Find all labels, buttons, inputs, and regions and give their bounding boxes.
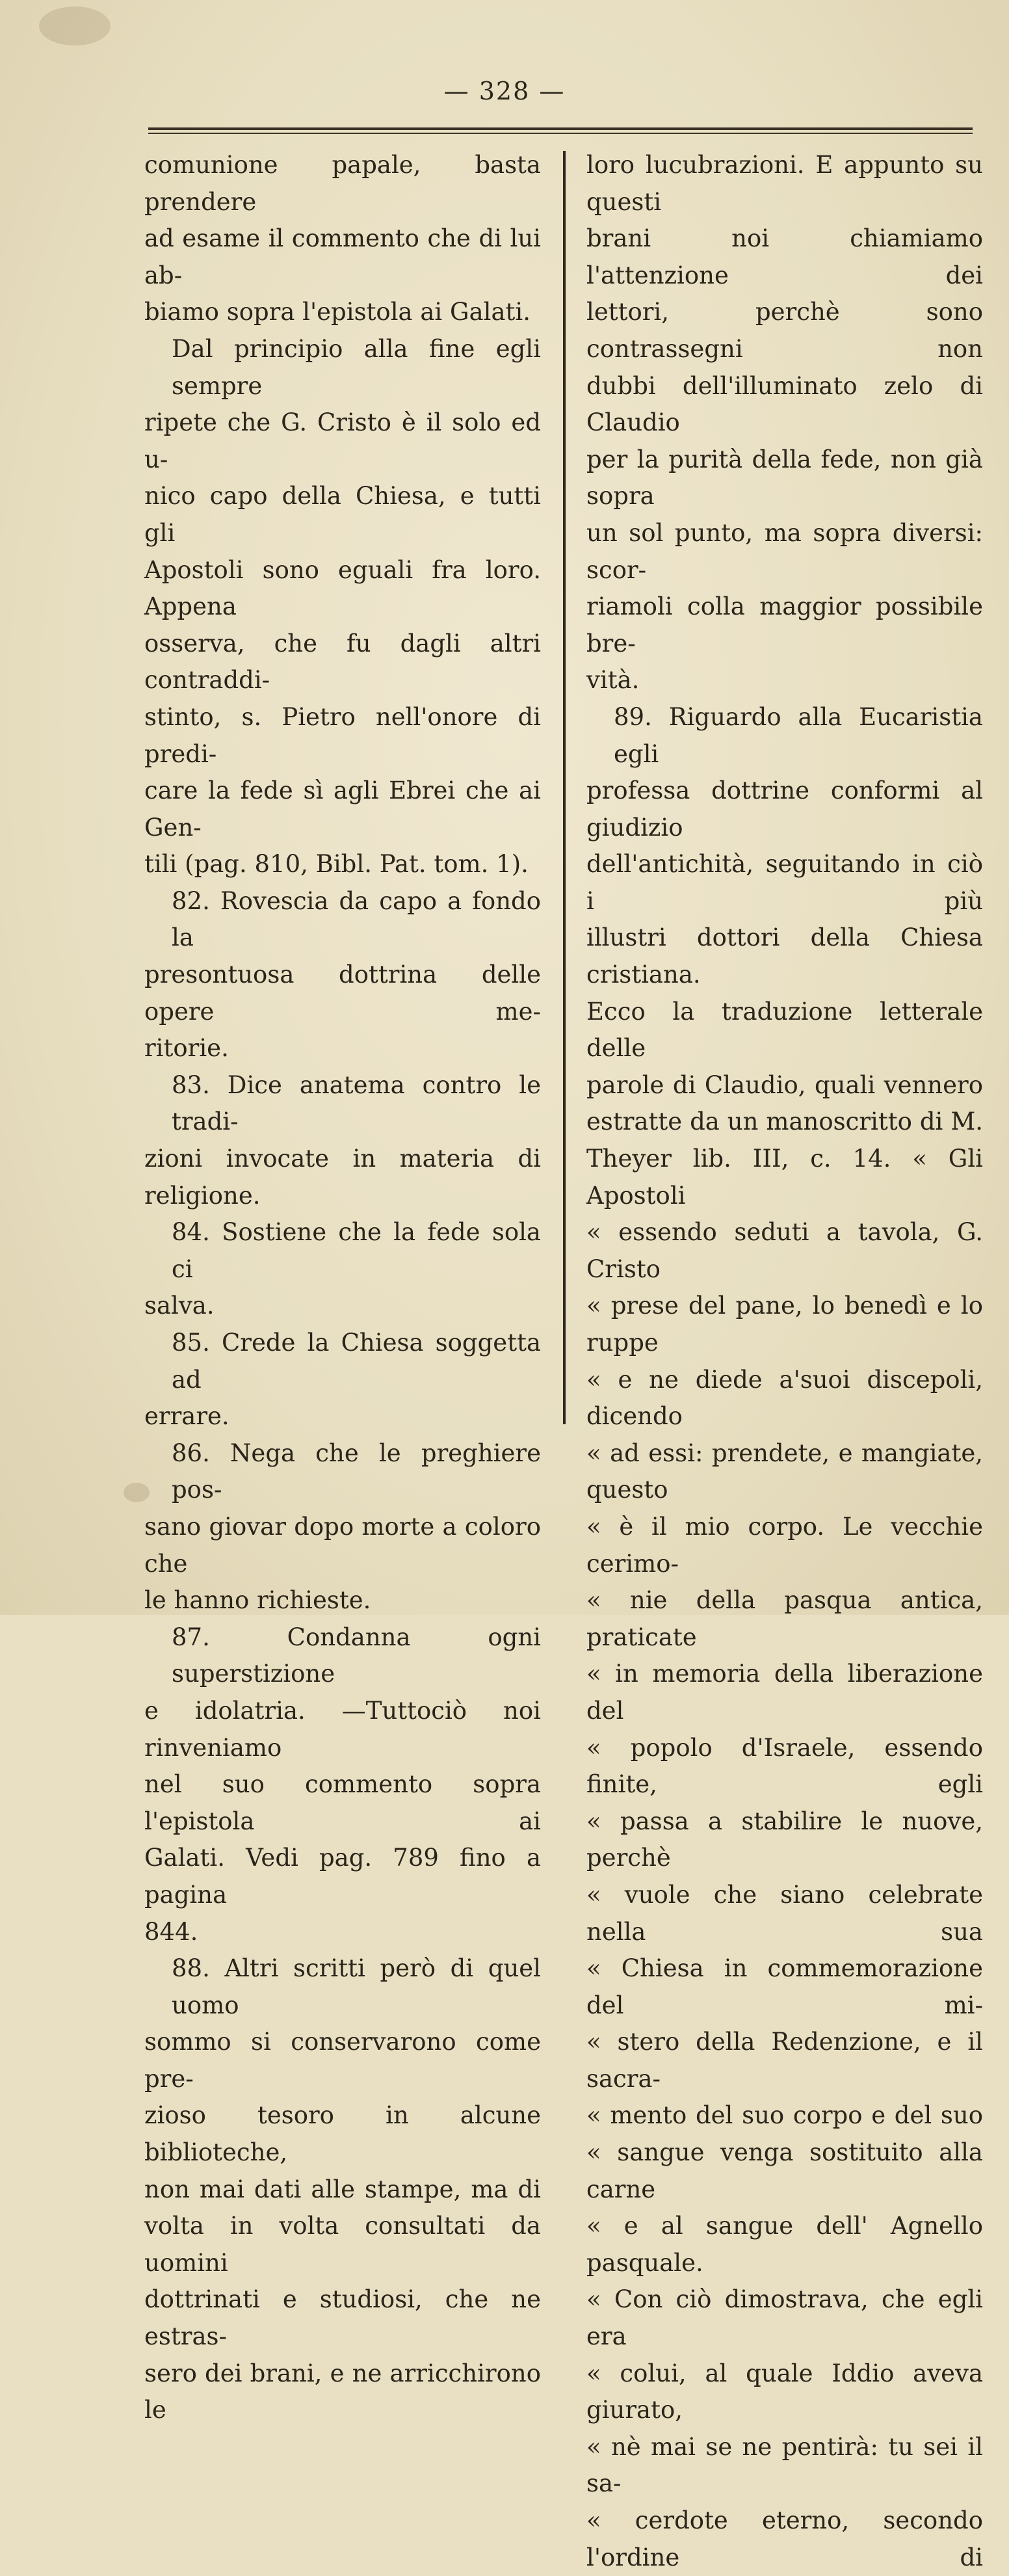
text-line: le hanno richieste.	[144, 1586, 371, 1615]
right-column	[586, 147, 983, 2576]
text-line: Theyer lib. III, c. 14. « Gli Apostoli	[586, 1145, 983, 1210]
text-line: 86. Nega che le preghiere pos-	[172, 1439, 541, 1504]
text-line: nel suo commento sopra l'epistola ai	[144, 1770, 541, 1835]
text-line: Galati. Vedi pag. 789 fino a pagina	[144, 1844, 541, 1909]
text-line: « prese del pane, lo benedì e lo ruppe	[586, 1292, 983, 1357]
text-line: presontuosa dottrina delle opere me-	[144, 961, 541, 1026]
text-line: estratte da un manoscritto di M.	[586, 1108, 983, 1136]
text-line: un sol punto, ma sopra diversi: scor-	[586, 518, 983, 584]
text-line: ritorie.	[144, 1034, 229, 1063]
text-line: Apostoli sono eguali fra loro. Appena	[144, 555, 541, 621]
column-divider	[563, 151, 566, 1424]
text-line: 84. Sostiene che la fede sola ci	[172, 1218, 541, 1283]
text-line: « e al sangue dell' Agnello pasquale.	[586, 2212, 983, 2277]
text-line: « colui, al quale Iddio aveva giurato,	[586, 2359, 983, 2424]
text-line: « stero della Redenzione, e il sacra-	[586, 2028, 983, 2093]
text-line: parole di Claudio, quali vennero	[586, 1070, 983, 1099]
text-line: ripete che G. Cristo è il solo ed u-	[144, 408, 541, 473]
text-line: professa dottrine conformi al giudizio	[586, 777, 983, 842]
text-line: riamoli colla maggior possibile bre-	[586, 592, 983, 657]
text-line: vità.	[586, 666, 640, 695]
text-line: comunione papale, basta prendere	[144, 151, 541, 216]
text-line: « sangue venga sostituito alla carne	[586, 2138, 983, 2203]
page-number: — 328 —	[443, 77, 566, 105]
text-line: « cerdote eterno, secondo l'ordine di	[586, 2506, 983, 2571]
header-rule	[148, 127, 973, 130]
text-line: 85. Crede la Chiesa soggetta ad	[172, 1329, 541, 1394]
text-line: « passa a stabilire le nuove, perchè	[586, 1807, 983, 1872]
text-line: errare.	[144, 1402, 229, 1431]
text-line: 844.	[144, 1917, 198, 1946]
text-line: zioni invocate in materia di religione.	[144, 1145, 541, 1210]
text-line: Ecco la traduzione letterale delle	[586, 997, 983, 1063]
text-line: stinto, s. Pietro nell'onore di predi-	[144, 702, 541, 768]
text-line: « è il mio corpo. Le vecchie cerimo-	[586, 1512, 983, 1578]
text-line: loro lucubrazioni. E appunto su questi	[586, 151, 983, 216]
text-line: sommo si conservarono come pre-	[144, 2028, 541, 2093]
text-line: lettori, perchè sono contrassegni non	[586, 298, 983, 363]
text-line: « nè mai se ne pentirà: tu sei il sa-	[586, 2432, 983, 2498]
text-line: non mai dati alle stampe, ma di	[144, 2175, 541, 2203]
text-line: 83. Dice anatema contro le tradi-	[172, 1070, 541, 1136]
text-line: 88. Altri scritti però di quel uomo	[172, 1954, 541, 2019]
left-column	[144, 147, 541, 2429]
text-line: sano giovar dopo morte a coloro che	[144, 1512, 541, 1578]
text-line: zioso tesoro in alcune biblioteche,	[144, 2101, 541, 2167]
header-rule-thin	[148, 133, 973, 134]
text-line: tili (pag. 810, Bibl. Pat. tom. 1).	[144, 850, 529, 879]
text-line: care la fede sì agli Ebrei che ai Gen-	[144, 777, 541, 842]
text-line: osserva, che fu dagli altri contraddi-	[144, 629, 541, 695]
text-line: dubbi dell'illuminato zelo di Claudio	[586, 371, 983, 437]
text-line: 87. Condanna ogni superstizione	[172, 1623, 541, 1688]
text-line: illustri dottori della Chiesa cristiana.	[586, 923, 983, 989]
text-line: sero dei brani, e ne arricchirono le	[144, 2359, 541, 2424]
text-line: « in memoria della liberazione del	[586, 1660, 983, 1725]
text-line: 89. Riguardo alla Eucaristia egli	[614, 702, 983, 768]
text-line: « ad essi: prendete, e mangiate, questo	[586, 1439, 983, 1504]
text-line: biamo sopra l'epistola ai Galati.	[144, 298, 531, 326]
text-line: « popolo d'Israele, essendo finite, egli	[586, 1733, 983, 1799]
text-line: nico capo della Chiesa, e tutti gli	[144, 482, 541, 547]
text-line: « essendo seduti a tavola, G. Cristo	[586, 1218, 983, 1283]
text-line: « e ne diede a'suoi discepoli, dicendo	[586, 1365, 983, 1431]
text-line: per la purità della fede, non già sopra	[586, 445, 983, 511]
text-line: « Chiesa in commemorazione del mi-	[586, 1954, 983, 2019]
text-line: « vuole che siano celebrate nella sua	[586, 1880, 983, 1946]
text-line: dottrinati e studiosi, che ne estras-	[144, 2285, 541, 2351]
text-line: « Con ciò dimostrava, che egli era	[586, 2285, 983, 2351]
text-line: brani noi chiamiamo l'attenzione dei	[586, 224, 983, 289]
text-line: « mento del suo corpo e del suo	[586, 2101, 983, 2130]
text-line: e idolatria. —Tuttociò noi rinveniamo	[144, 1696, 541, 1762]
text-line: 82. Rovescia da capo a fondo la	[172, 886, 541, 952]
text-line: ad esame il commento che di lui ab-	[144, 224, 541, 289]
text-line: dell'antichità, seguitando in ciò i più	[586, 850, 983, 915]
text-line: salva.	[144, 1292, 215, 1320]
text-line: Dal principio alla fine egli sempre	[172, 334, 541, 400]
paper-stain	[39, 7, 111, 46]
text-line: « nie della pasqua antica, praticate	[586, 1586, 983, 1651]
text-line: volta in volta consultati da uomini	[144, 2212, 541, 2277]
